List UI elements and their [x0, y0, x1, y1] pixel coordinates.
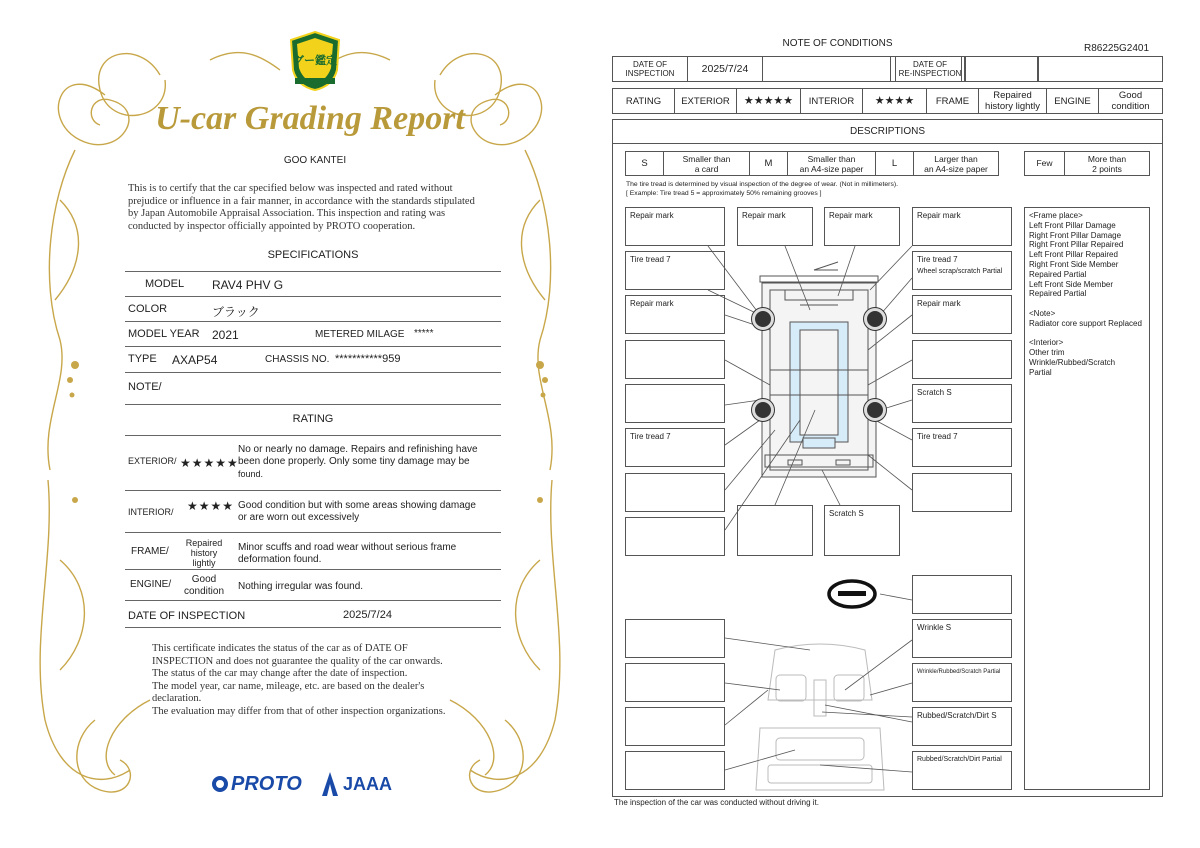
frame-value: Repaired history lightly [185, 538, 223, 568]
condition-box [737, 505, 813, 556]
interior-desc: Good condition but with some areas showing damage or are worn out excessively [238, 500, 476, 523]
condition-box: Scratch S [824, 505, 900, 556]
exterior-stars: ★★★★★ [180, 456, 239, 470]
report-subtitle: GOO KANTEI [283, 155, 347, 166]
condition-box [625, 340, 725, 379]
date-label: DATE OF INSPECTION [613, 57, 688, 81]
specs-heading: SPECIFICATIONS [267, 249, 359, 261]
frame-desc: Minor scuffs and road wear without serious frame deformation found. [238, 542, 457, 565]
engine-desc: Nothing irregular was found. [238, 581, 364, 592]
reinspect-label: DATE OF RE-INSPECTION [895, 57, 965, 81]
notes-panel: <Frame place> Left Front Pillar Damage Right Front Pillar Damage Right Front Pillar Repaired Left Front Pillar Repaired Right Front Side Member Repaired Partial Left Front Side Member Repaired Partial <Note> Radiator core support Replaced <Interior> Other trim Wrinkle/Rubbed/Scratch Partial [1024, 207, 1150, 790]
type-value: AXAP54 [172, 353, 218, 367]
certify-text: This is to certify that the car specified below was inspected and rated without prejudice or influence in a fair manner, in accordance with the standards stipulated by Japan Automobile Appraisal Association. This inspection and rating was conducted by inspector officially appointed by PROTO cooperation. [128, 183, 475, 232]
footer-note: The inspection of the car was conducted without driving it. [614, 798, 819, 807]
few-legend: Few More than 2 points [1024, 151, 1150, 176]
interior-label: INTERIOR/ [128, 507, 174, 517]
condition-box: Tire tread 7 Wheel scrap/scratch Partial [912, 251, 1012, 290]
tire-rear-left-icon [752, 399, 774, 421]
condition-box: Repair mark [912, 207, 1012, 246]
proto-logo: PROTO [212, 772, 302, 796]
condition-box: Repair mark [824, 207, 900, 246]
interior-stars: ★★★★ [863, 89, 927, 113]
doi-label: DATE OF INSPECTION [128, 610, 246, 622]
note-of-conditions [600, 0, 1200, 848]
chassis-label: CHASSIS NO. [265, 354, 330, 365]
engine-value: Good condition [183, 574, 225, 597]
model-label: MODEL [145, 278, 185, 290]
type-label: TYPE [128, 353, 157, 365]
size-legend: S Smaller than a card M Smaller than an A4-size paper L Larger than an A4-size paper [625, 151, 999, 176]
year-value: 2021 [212, 328, 239, 342]
color-label: COLOR [128, 303, 168, 315]
exterior-desc: No or nearly no damage. Repairs and refinishing have been done properly. Only some tiny damage may be found. [238, 444, 478, 479]
condition-box: Rubbed/Scratch/Dirt S [912, 707, 1012, 746]
year-label: MODEL YEAR [128, 328, 200, 340]
doi-value: 2025/7/24 [343, 609, 392, 621]
condition-box [625, 473, 725, 512]
condition-box: Scratch S [912, 384, 1012, 423]
date-value: 2025/7/24 [688, 57, 763, 81]
condition-box [625, 707, 725, 746]
jaaa-logo: JAAA [320, 772, 392, 796]
tire-front-left-icon [752, 308, 774, 330]
exterior-label: EXTERIOR/ [128, 456, 177, 466]
condition-box: Rubbed/Scratch/Dirt Partial [912, 751, 1012, 790]
condition-box: Repair mark [625, 295, 725, 334]
note-label: NOTE/ [128, 381, 162, 393]
condition-box: Repair mark [912, 295, 1012, 334]
tire-tread-note: The tire tread is determined by visual inspection of the degree of wear. (Not in millimeters). [ Example: Tire tread 5 = approximately 50% remaining grooves ] [626, 181, 898, 197]
engine-value: Good condition [1111, 90, 1150, 112]
disclaimer-text: This certificate indicates the status of the car as of DATE OF INSPECTION and does not guarantee the quality of the car onwards. The status of the car may change after the date of inspection. The model year, car name, mileage, etc. are based on the dealer's declaration. The evaluation may differ from that of other inspection organizations. [152, 643, 446, 717]
condition-box [912, 340, 1012, 379]
rating-label: RATING [613, 89, 675, 113]
condition-box [625, 517, 725, 556]
frame-value: Repaired history lightly [979, 89, 1047, 113]
condition-box: Repair mark [625, 207, 725, 246]
mileage-label: METERED MILAGE [315, 329, 405, 340]
frame-label: FRAME/ [131, 546, 169, 557]
descriptions-heading: DESCRIPTIONS [612, 119, 1163, 144]
goo-kantei-logo [287, 30, 343, 92]
proto-mark-icon [212, 776, 228, 792]
jaaa-mark-icon [320, 772, 340, 796]
condition-box [625, 751, 725, 790]
interior-label: INTERIOR [801, 89, 863, 113]
steering-wheel-icon [829, 581, 875, 607]
condition-box: Tire tread 7 [912, 428, 1012, 467]
chassis-value: ***********959 [335, 353, 401, 365]
condition-box [912, 575, 1012, 614]
mileage-value: ***** [414, 328, 434, 339]
rating-heading: RATING [292, 413, 334, 425]
report-title: U-car Grading Report [155, 100, 465, 137]
condition-box: Repair mark [737, 207, 813, 246]
condition-box: Wrinkle S [912, 619, 1012, 658]
condition-box [912, 473, 1012, 512]
condition-box [625, 384, 725, 423]
frame-label: FRAME [927, 89, 979, 113]
exterior-label: EXTERIOR [675, 89, 737, 113]
interior-stars: ★★★★ [187, 499, 235, 513]
reference-number: R86225G2401 [1084, 43, 1150, 54]
condition-box: Wrinkle/Rubbed/Scratch Partial [912, 663, 1012, 702]
exterior-stars: ★★★★★ [737, 89, 801, 113]
condition-box [625, 619, 725, 658]
condition-box: Tire tread 7 [625, 428, 725, 467]
color-value: ブラック [212, 305, 260, 319]
model-value: RAV4 PHV G [212, 278, 284, 292]
condition-box: Tire tread 7 [625, 251, 725, 290]
tire-front-right-icon [864, 308, 886, 330]
condition-box [625, 663, 725, 702]
logo-text: グー鑑定 [293, 55, 337, 67]
tire-rear-right-icon [864, 399, 886, 421]
notes-heading: NOTE OF CONDITIONS [782, 38, 893, 49]
engine-label: ENGINE/ [130, 579, 172, 590]
engine-label: ENGINE [1047, 89, 1099, 113]
